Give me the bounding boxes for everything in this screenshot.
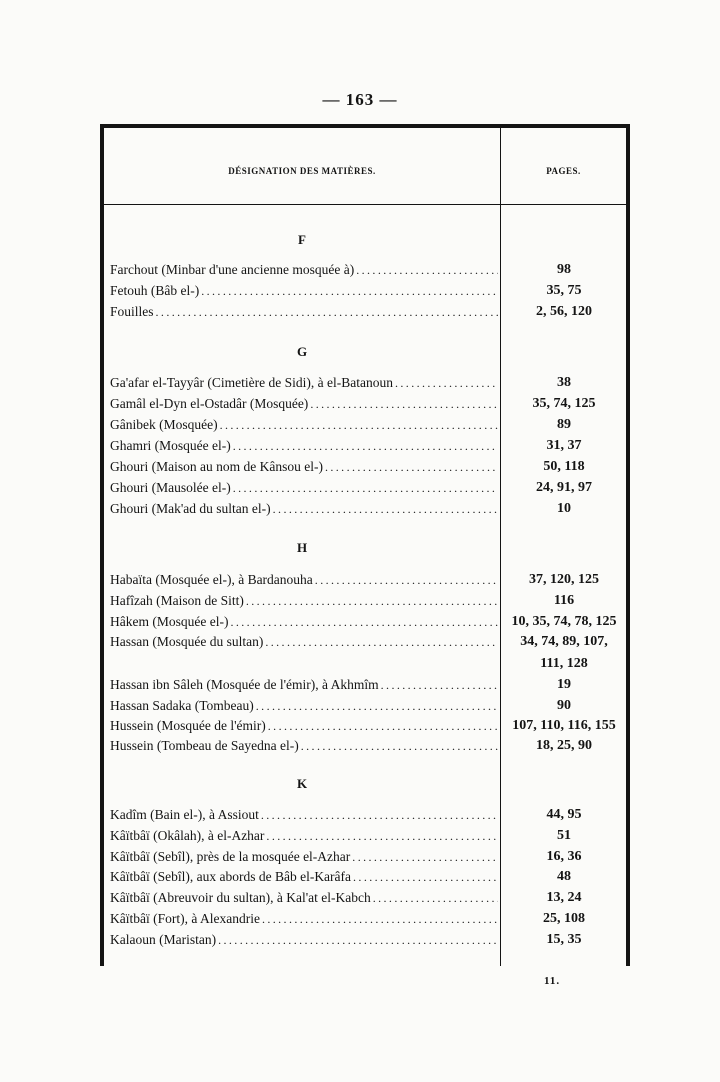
index-entry [110,260,498,279]
entry-label: Hussein (Tombeau de Sayedna el-) [110,738,299,753]
index-entry [110,675,498,694]
entry-label: Hafîzah (Maison de Sitt) [110,593,244,608]
entry-label: Kâïtbâï (Fort), à Alexandrie [110,911,260,926]
dot-leader [381,676,498,694]
dot-leader [256,697,498,715]
entry-pages-continued: 111, 128 [540,656,588,671]
entry-pages: 48 [557,869,571,884]
entry-pages: 90 [557,698,571,713]
entry-pages: 38 [557,375,571,390]
entry-label: Ghouri (Maison au nom de Kânsou el-) [110,459,323,474]
entry-pages: 10, 35, 74, 78, 125 [511,614,617,629]
entry-label: Hâkem (Mosquée el-) [110,614,229,629]
index-entry [110,457,498,476]
entry-pages: 50, 118 [543,459,585,474]
dot-leader [233,437,498,455]
index-entry [110,867,498,886]
dot-leader [265,633,498,651]
entry-label: Ghouri (Mausolée el-) [110,480,231,495]
entry-pages: 15, 35 [546,932,582,947]
dot-leader [156,303,498,321]
entry-label: Ghamri (Mosquée el-) [110,438,231,453]
table-right-rule [626,124,630,966]
dot-leader [262,910,498,928]
dot-leader [273,500,498,518]
entry-pages: 19 [557,677,571,692]
entry-label: Hassan ibn Sâleh (Mosquée de l'émir), à Akhmîm [110,677,379,692]
index-entry [110,826,498,845]
entry-label: Fetouh (Bâb el-) [110,283,200,298]
entry-pages: 44, 95 [546,807,582,822]
entry-label: Kâïtbâï (Abreuvoir du sultan), à Kal'at el-Kabch [110,890,371,905]
dot-leader [201,282,498,300]
index-entry [110,478,498,497]
entry-pages: 10 [557,501,571,516]
index-entry [110,612,498,631]
entry-label: Farchout (Minbar d'une ancienne mosquée à) [110,262,355,277]
dot-leader [218,931,498,949]
index-entry [110,736,498,755]
entry-label: Kâïtbâï (Sebîl), aux abords de Bâb el-Karâfa [110,869,352,884]
index-entry [110,591,498,610]
dot-leader [233,479,498,497]
dot-leader [356,261,498,279]
index-entry [110,570,498,589]
section-letter-h: H [296,540,308,555]
index-entry [110,302,498,321]
index-entry [110,847,498,866]
dot-leader [395,374,498,392]
entry-label: Kâïtbâï (Sebîl), près de la mosquée el-Azhar [110,849,351,864]
entry-pages: 35, 74, 125 [532,396,596,411]
entry-label: Gamâl el-Dyn el-Ostadâr (Mosquée) [110,396,309,411]
index-entry [110,394,498,413]
table-top-rule [100,124,630,128]
column-header-pages: PAGES. [546,166,581,176]
dot-leader [373,889,498,907]
signature-mark: 11. [544,975,561,987]
entry-label: Hussein (Mosquée de l'émir) [110,718,266,733]
index-entry [110,373,498,392]
entry-pages: 37, 120, 125 [529,572,599,587]
dot-leader [266,827,498,845]
entry-pages: 116 [553,593,575,608]
entry-label: Ga'afar el-Tayyâr (Cimetière de Sidi), à el-Batanoun [110,375,393,390]
entry-pages: 34, 74, 89, 107, [520,634,608,649]
entry-pages: 18, 25, 90 [536,738,592,753]
section-letter-k: K [296,776,308,791]
page-number: — 163 — [322,90,398,109]
entry-label: Fouilles [110,304,154,319]
dot-leader [246,592,498,610]
entry-pages: 13, 24 [546,890,582,905]
entry-label: Hassan (Mosquée du sultan) [110,634,264,649]
entry-label: Ghouri (Mak'ad du sultan el-) [110,501,271,516]
dot-leader [352,848,498,866]
section-letter-g: G [296,344,308,359]
index-entry [110,499,498,518]
index-entry [110,909,498,928]
entry-label: Gânibek (Mosquée) [110,417,218,432]
dot-leader [261,806,498,824]
entry-label: Kalaoun (Maristan) [110,932,217,947]
dot-leader [315,571,498,589]
column-header-designation: DÉSIGNATION DES MATIÈRES. [228,166,376,176]
entry-pages: 31, 37 [546,438,582,453]
entry-pages: 107, 110, 116, 155 [512,718,616,733]
index-entry [110,436,498,455]
header-rule [100,204,630,205]
column-divider [500,124,501,966]
dot-leader [353,868,498,886]
dot-leader [325,458,498,476]
index-entry [110,930,498,949]
entry-pages: 2, 56, 120 [536,304,592,319]
entry-pages: 16, 36 [546,849,582,864]
entry-label: Kadîm (Bain el-), à Assiout [110,807,259,822]
entry-label: Hassan Sadaka (Tombeau) [110,698,254,713]
dot-leader [310,395,498,413]
index-entry [110,415,498,434]
dot-leader [268,717,498,735]
index-entry [110,632,498,651]
index-entry [110,281,498,300]
dot-leader [220,416,498,434]
entry-label: Kâïtbâï (Okâlah), à el-Azhar [110,828,265,843]
dot-leader [301,737,498,755]
index-entry [110,716,498,735]
entry-pages: 35, 75 [546,283,582,298]
entry-pages: 51 [557,828,571,843]
entry-pages: 25, 108 [543,911,585,926]
entry-pages: 98 [557,262,571,277]
entry-pages: 89 [557,417,571,432]
dot-leader [230,613,498,631]
index-entry [110,888,498,907]
entry-label: Habaïta (Mosquée el-), à Bardanouha [110,572,313,587]
section-letter-f: F [298,232,306,247]
index-entry [110,696,498,715]
entry-pages: 24, 91, 97 [536,480,592,495]
index-entry [110,805,498,824]
